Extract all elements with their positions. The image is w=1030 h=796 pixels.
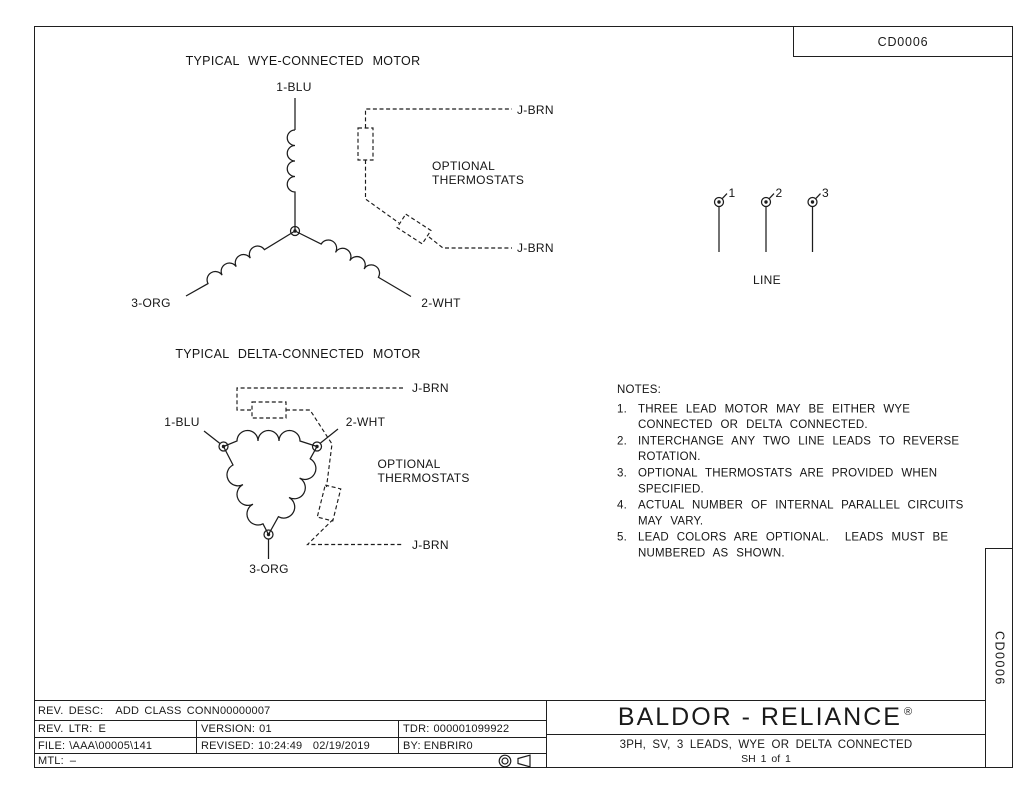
delta-lead1-label: 1-BLU	[164, 415, 200, 429]
revised-value: 10:24:49 02/19/2019	[257, 739, 370, 752]
delta-terminal-3-dot	[267, 533, 270, 536]
titleblock-file-cell	[34, 737, 196, 753]
mtl-label: MTL:	[38, 755, 64, 767]
rev-ltr-value: E	[98, 723, 107, 735]
line-number-3: 3	[822, 186, 829, 200]
wye-thermostat-wire-top	[366, 109, 513, 128]
doc-number-right: CD0006	[992, 631, 1007, 686]
wye-thermostats	[358, 103, 554, 255]
by-value: ENBRIR0	[423, 739, 473, 752]
sheet-number: SH 1 of 1	[741, 753, 791, 765]
by-label: BY:	[403, 739, 421, 752]
line-terminals	[715, 186, 830, 287]
file-value: \AAA\00005\141	[69, 739, 153, 752]
delta-thermostat-1	[252, 402, 286, 418]
delta-thermostat-wire-mid	[286, 410, 332, 487]
rev-desc-label: REV. DESC:	[38, 704, 104, 717]
delta-thermostat-label-1: OPTIONAL	[377, 457, 441, 471]
titleblock-tdr-cell	[398, 720, 546, 737]
note-5-line-2: NUMBERED AS SHOWN.	[638, 547, 785, 560]
notes-section	[617, 384, 964, 560]
delta-coil-left	[224, 447, 269, 535]
note-1-line-2: CONNECTED OR DELTA CONNECTED.	[638, 419, 868, 431]
note-1-number: 1.	[617, 403, 627, 416]
note-3-line-2: SPECIFIED.	[638, 483, 704, 496]
line-terminal-3-dot	[811, 200, 814, 203]
titleblock-by-cell	[398, 737, 546, 753]
note-2-number: 2.	[617, 435, 627, 448]
drawing-subtitle: 3PH, SV, 3 LEADS, WYE OR DELTA CONNECTED	[619, 739, 913, 751]
delta-lead3-label: 3-ORG	[249, 562, 289, 576]
rev-desc-value: ADD CLASS CONN00000007	[115, 704, 271, 717]
line-number-1: 1	[728, 186, 736, 200]
note-5-line-1: LEAD COLORS ARE OPTIONAL. LEADS MUST BE	[638, 531, 949, 544]
titleblock-mtl-cell	[34, 753, 546, 768]
registered-mark: ®	[903, 705, 915, 718]
delta-lead2-label: 2-WHT	[345, 415, 386, 429]
delta-thermostat-2	[317, 485, 341, 521]
delta-diagram	[164, 347, 469, 576]
titleblock-version-cell	[196, 720, 398, 737]
doc-number-top: CD0006	[877, 34, 929, 49]
wye-coil-3	[186, 231, 295, 296]
titleblock-brand-block	[546, 700, 985, 768]
wye-title: TYPICAL WYE-CONNECTED MOTOR	[185, 54, 421, 68]
delta-thermostats	[237, 381, 470, 552]
delta-terminal-1-dot	[222, 445, 225, 448]
titleblock-rev-ltr-cell	[34, 720, 196, 737]
wye-lead1-label: 1-BLU	[276, 80, 312, 94]
projection-symbols	[496, 754, 540, 768]
projection-circle-outer	[499, 755, 511, 767]
wye-thermostat-wire-mid	[366, 160, 400, 223]
wye-thermostat-label-1: OPTIONAL	[432, 159, 496, 173]
delta-title: TYPICAL DELTA-CONNECTED MOTOR	[175, 347, 421, 361]
brand-name: BALDOR - RELIANCE	[617, 703, 902, 731]
rev-ltr-label: REV. LTR:	[38, 723, 93, 735]
delta-jbrn-top-label: J-BRN	[412, 381, 449, 395]
wye-jbrn-bottom-label: J-BRN	[517, 241, 554, 255]
wye-lead3-label: 3-ORG	[131, 296, 171, 310]
mtl-value: –	[69, 755, 77, 767]
line-terminal-1-tick	[722, 194, 727, 199]
drawing-description	[547, 735, 985, 769]
version-value: 01	[259, 723, 272, 735]
wye-coil-1	[287, 130, 295, 231]
version-label: VERSION:	[201, 723, 256, 735]
wye-thermostat-2	[397, 214, 431, 244]
delta-coil-top	[224, 431, 318, 447]
note-5-number: 5.	[617, 531, 627, 544]
wye-lead2-label: 2-WHT	[421, 296, 461, 310]
note-4-number: 4.	[617, 499, 627, 512]
titleblock-revised-cell	[196, 737, 398, 753]
note-4-line-2: MAY VARY.	[638, 515, 704, 528]
projection-circle-inner	[502, 758, 508, 764]
delta-thermostat-wire-bottom	[308, 520, 404, 545]
tdr-label: TDR:	[403, 723, 430, 735]
delta-jbrn-bottom-label: J-BRN	[412, 538, 449, 552]
note-2-line-2: ROTATION.	[638, 451, 701, 463]
wye-thermostat-1	[358, 128, 373, 160]
brand-row	[547, 701, 985, 735]
delta-thermostat-wire-top	[237, 388, 403, 410]
file-label: FILE:	[38, 739, 66, 752]
line-number-2: 2	[775, 186, 783, 200]
note-3-number: 3.	[617, 467, 627, 480]
line-terminal-2-tick	[769, 194, 774, 199]
delta-coil-right	[269, 447, 318, 535]
note-4-line-1: ACTUAL NUMBER OF INTERNAL PARALLEL CIRCUITS	[638, 499, 964, 512]
line-terminal-2-dot	[764, 200, 767, 203]
note-2-line-1: INTERCHANGE ANY TWO LINE LEADS TO REVERSE	[638, 435, 960, 448]
projection-cone-icon	[518, 755, 530, 767]
delta-terminal-2-dot	[315, 445, 318, 448]
wye-diagram	[131, 54, 554, 310]
line-terminal-1-dot	[717, 200, 720, 203]
wye-thermostat-wire-bottom	[429, 237, 512, 248]
note-3-line-1: OPTIONAL THERMOSTATS ARE PROVIDED WHEN	[638, 467, 938, 480]
revised-label: REVISED:	[201, 739, 254, 752]
wye-star-point-dot	[293, 229, 296, 232]
delta-thermostat-label-2: THERMOSTATS	[377, 471, 470, 485]
delta-lead1-wire	[204, 431, 220, 443]
tdr-value: 000001099922	[433, 723, 510, 735]
titleblock-rev-desc-cell	[34, 700, 546, 720]
note-1-line-1: THREE LEAD MOTOR MAY BE EITHER WYE	[638, 403, 911, 416]
wye-jbrn-top-label: J-BRN	[517, 103, 554, 117]
line-label: LINE	[753, 273, 781, 287]
line-terminal-3-tick	[816, 194, 821, 199]
wye-thermostat-label-2: THERMOSTATS	[432, 173, 525, 187]
notes-heading: NOTES:	[617, 384, 662, 396]
wye-coil-2	[295, 231, 411, 297]
